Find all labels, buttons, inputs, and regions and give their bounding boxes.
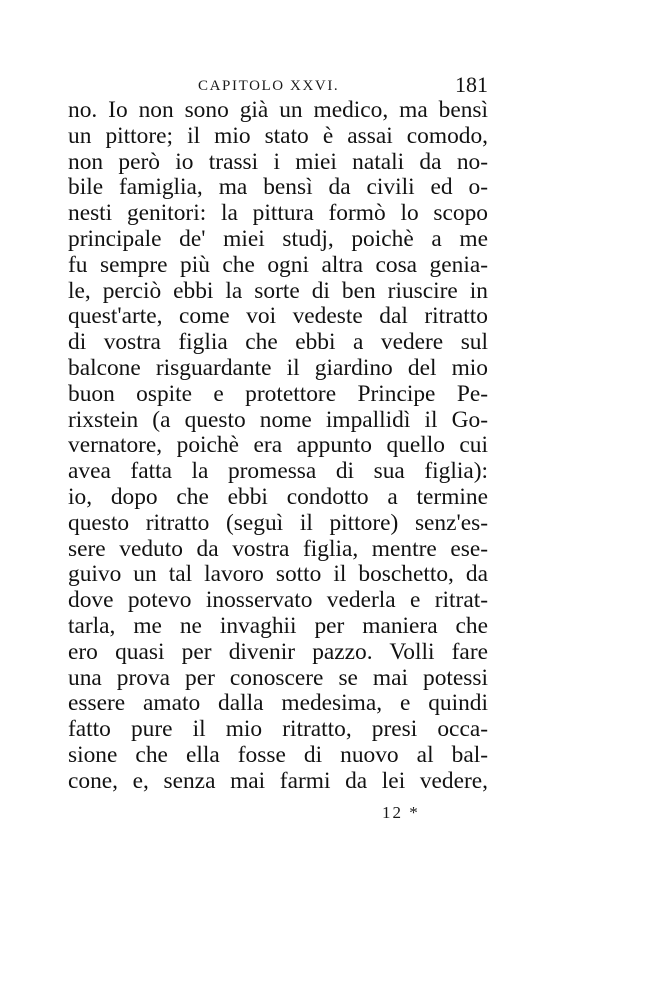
text-line: fatto pure il mio ritratto, presi occa-: [68, 716, 488, 743]
running-head: [70, 72, 490, 100]
text-line: una prova per conoscere se mai potessi: [68, 664, 488, 691]
text-line: questo ritratto (seguì il pittore) senz'es-: [68, 509, 488, 536]
text-line: quest'arte, come voi vedeste dal ritratto: [68, 303, 488, 330]
text-line: sione che ella fosse di nuovo al bal-: [68, 741, 488, 768]
text-line: essere amato dalla medesima, e quindi: [68, 690, 488, 717]
text-line: sere veduto da vostra figlia, mentre ese-: [68, 535, 488, 562]
text-line: buon ospite e protettore Principe Pe-: [68, 380, 488, 407]
text-line: le, perciò ebbi la sorte di ben riuscire in: [68, 277, 488, 304]
text-line: cone, e, senza mai farmi da lei vedere,: [68, 767, 488, 794]
text-line: vernatore, poichè era appunto quello cui: [68, 432, 488, 459]
text-line: tarla, me ne invaghii per maniera che: [68, 612, 488, 639]
page-number: 181: [455, 72, 488, 97]
text-line: balcone risguardante il giardino del mio: [68, 354, 488, 381]
text-line: dove potevo inosservato vederla e ritrat-: [68, 587, 488, 614]
chapter-title: CAPITOLO XXVI.: [198, 78, 340, 94]
text-line: no. Io non sono già un medico, ma bensì: [68, 97, 488, 123]
body-text: [68, 98, 488, 795]
text-line: bile famiglia, ma bensì da civili ed o-: [68, 174, 488, 201]
text-line: nesti genitori: la pittura formò lo scopo: [68, 200, 488, 227]
text-line: un pittore; il mio stato è assai comodo,: [68, 122, 488, 149]
text-line: io, dopo che ebbi condotto a termine: [68, 483, 488, 510]
text-line: guivo un tal lavoro sotto il boschetto, da: [68, 561, 488, 588]
text-line: non però io trassi i miei natali da no-: [68, 148, 488, 175]
text-line: ero quasi per divenir pazzo. Volli fare: [68, 638, 488, 665]
text-line: avea fatta la promessa di sua figlia):: [68, 458, 488, 485]
signature-mark: 12 *: [382, 803, 420, 822]
text-line: fu sempre più che ogni altra cosa genia-: [68, 251, 488, 278]
text-line: principale de' miei studj, poichè a me: [68, 225, 488, 252]
text-line: rixstein (a questo nome impallidì il Go-: [68, 406, 488, 433]
text-line: di vostra figlia che ebbi a vedere sul: [68, 329, 488, 356]
